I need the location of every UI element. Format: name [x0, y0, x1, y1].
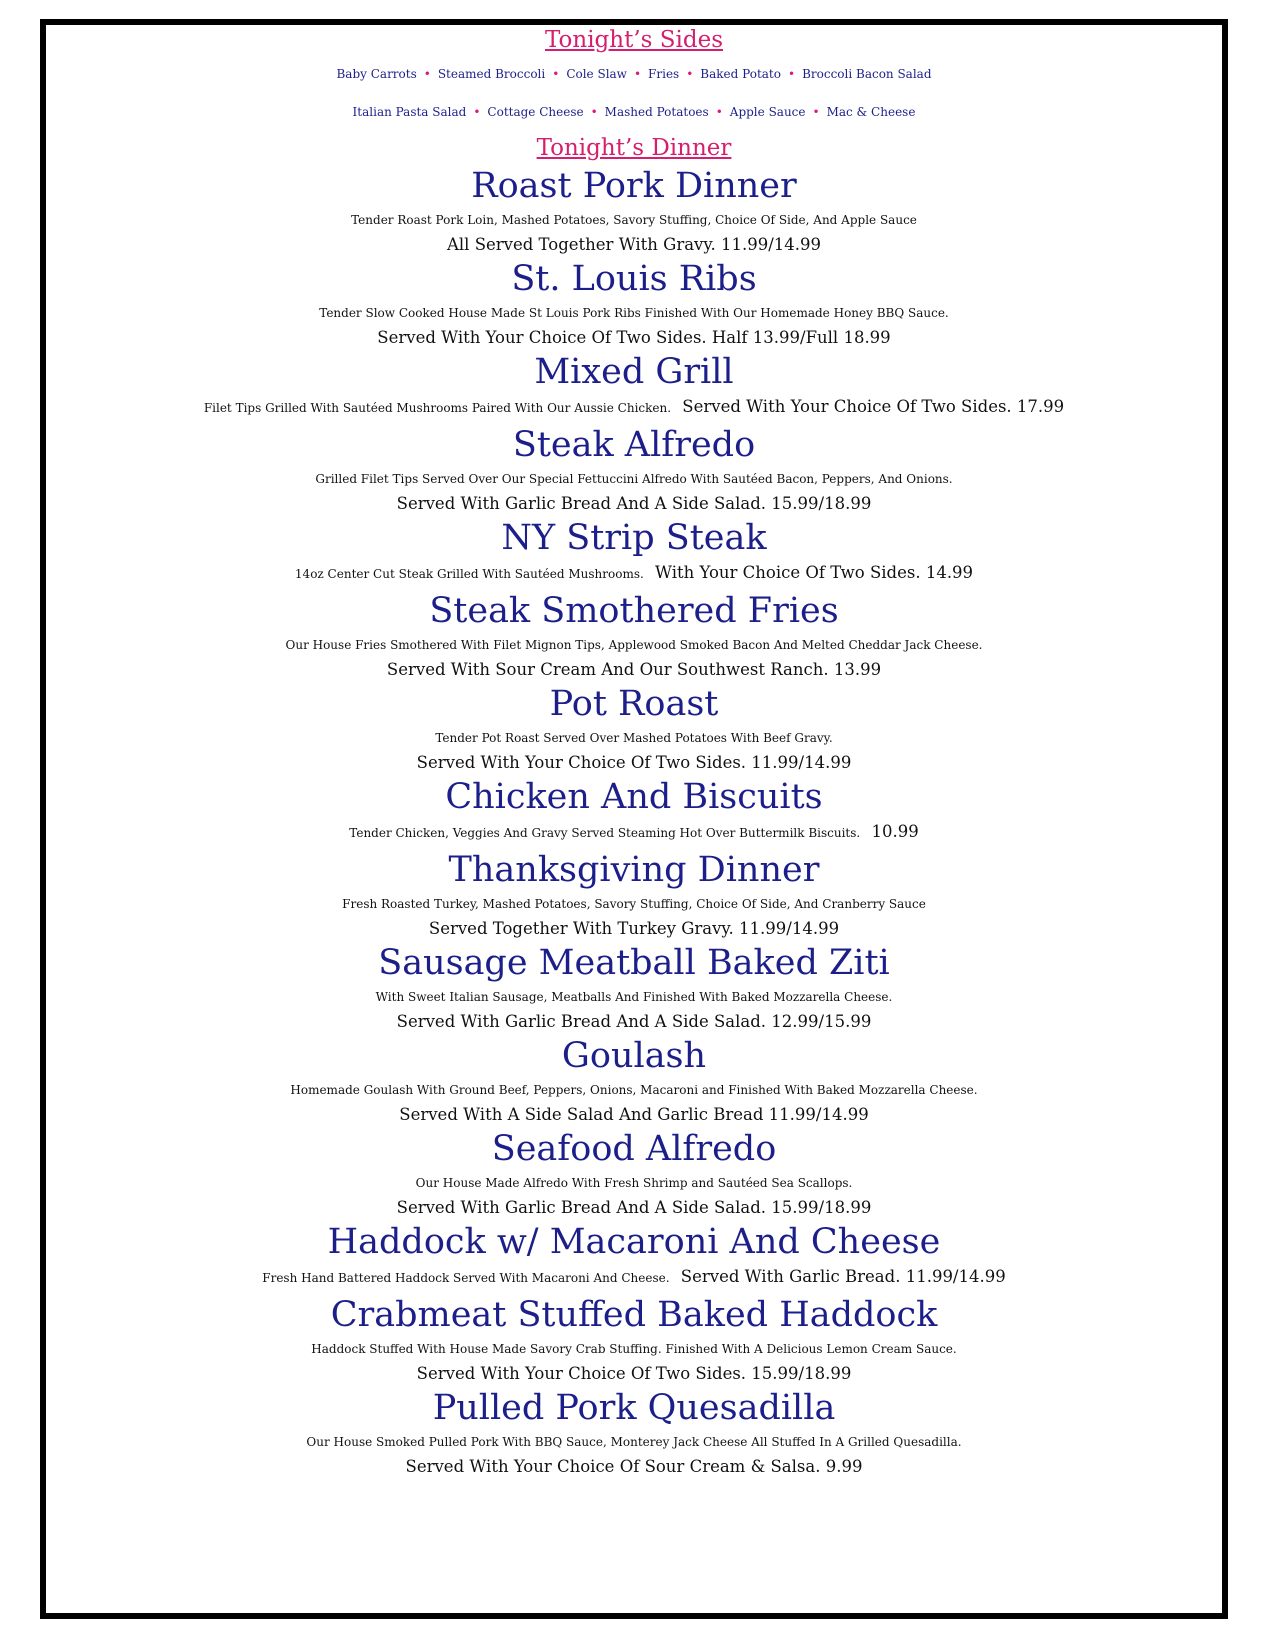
dish-name: Goulash [561, 1036, 707, 1076]
side-separator: • [715, 105, 723, 119]
side-separator: • [812, 105, 820, 119]
dish-description-text: 14oz Center Cut Steak Grilled With Sautéed Mushrooms. [294, 567, 644, 581]
dish-entry [46, 424, 1222, 515]
side-item: Mashed Potatoes [604, 105, 709, 119]
dish-name: Steak Smothered Fries [429, 591, 839, 631]
dish-description [46, 891, 1222, 918]
dish-serving-price: Served With Your Choice Of Two Sides. 15.99/18.99 [416, 1364, 852, 1383]
side-item: Mac & Cheese [826, 105, 916, 119]
dish-inline-note: With Your Choice Of Two Sides. 14.99 [649, 563, 974, 582]
dish-entry [46, 165, 1222, 256]
side-item: Cole Slaw [566, 67, 627, 81]
side-separator: • [552, 67, 560, 81]
dish-list [46, 165, 1222, 1478]
dish-inline-note: Served With Garlic Bread. 11.99/14.99 [675, 1267, 1006, 1286]
side-item: Apple Sauce [729, 105, 806, 119]
dish-description-text: Tender Chicken, Veggies And Gravy Served Steaming Hot Over Buttermilk Biscuits. [349, 826, 861, 840]
side-item: Broccoli Bacon Salad [802, 67, 932, 81]
dish-description [46, 1170, 1222, 1197]
dish-entry [46, 258, 1222, 349]
dish-description-text: Fresh Roasted Turkey, Mashed Potatoes, Savory Stuffing, Choice Of Side, And Cranberry Sauce [342, 897, 926, 911]
dish-serving-price: Served With Garlic Bread And A Side Salad. 15.99/18.99 [396, 494, 872, 513]
side-item: Baked Potato [700, 67, 781, 81]
dish-description [46, 559, 1222, 588]
dish-name: Sausage Meatball Baked Ziti [378, 943, 890, 983]
dish-description-text: Grilled Filet Tips Served Over Our Special Fettuccini Alfredo With Sautéed Bacon, Peppers, And Onions. [315, 472, 953, 486]
dish-entry [46, 517, 1222, 588]
dish-name: Steak Alfredo [512, 425, 756, 465]
dish-description [46, 984, 1222, 1011]
dish-name: Chicken And Biscuits [445, 777, 823, 817]
dish-description [46, 725, 1222, 752]
dish-serving-price: Served With Sour Cream And Our Southwest Ranch. 13.99 [386, 660, 882, 679]
sides-row-2 [46, 93, 1222, 131]
dish-description [46, 466, 1222, 493]
dish-description-text: Haddock Stuffed With House Made Savory Crab Stuffing. Finished With A Delicious Lemon Cream Sauce. [311, 1342, 957, 1356]
side-separator: • [633, 67, 642, 81]
dish-description-text: Tender Pot Roast Served Over Mashed Potatoes With Beef Gravy. [435, 731, 833, 745]
dish-name: Roast Pork Dinner [471, 166, 797, 206]
dish-serving-price: Served Together With Turkey Gravy. 11.99/14.99 [428, 919, 840, 938]
dish-description [46, 300, 1222, 327]
dish-description-text: With Sweet Italian Sausage, Meatballs And Finished With Baked Mozzarella Cheese. [375, 990, 893, 1004]
dish-serving-price: All Served Together With Gravy. 11.99/14.99 [446, 235, 822, 254]
dish-name: Pot Roast [549, 684, 719, 724]
dish-description-text: Our House Fries Smothered With Filet Mignon Tips, Applewood Smoked Bacon And Melted Cheddar Jack Cheese. [285, 638, 983, 652]
dish-description [46, 1336, 1222, 1363]
dish-entry [46, 849, 1222, 940]
menu-content [46, 25, 1222, 1478]
dish-description [46, 1077, 1222, 1104]
side-item: Fries [648, 67, 680, 81]
dish-name: Mixed Grill [534, 352, 734, 392]
dish-name: Thanksgiving Dinner [448, 850, 820, 890]
dish-serving-price: Served With A Side Salad And Garlic Bread 11.99/14.99 [399, 1105, 869, 1124]
dish-inline-note: Served With Your Choice Of Two Sides. 17.99 [677, 397, 1065, 416]
dish-entry [46, 1128, 1222, 1219]
dinner-heading: Tonight’s Dinner [536, 135, 732, 161]
dish-serving-price: Served With Your Choice Of Sour Cream & Salsa. 9.99 [405, 1457, 863, 1476]
side-item: Italian Pasta Salad [352, 105, 467, 119]
dish-entry [46, 351, 1222, 422]
dish-entry [46, 1035, 1222, 1126]
dish-name: Haddock w/ Macaroni And Cheese [327, 1222, 941, 1262]
dish-description [46, 393, 1222, 422]
dish-name: St. Louis Ribs [511, 259, 757, 299]
sides-heading: Tonight’s Sides [544, 27, 724, 53]
side-separator: • [423, 67, 431, 81]
sides-row-1 [46, 55, 1222, 93]
dish-inline-note: 10.99 [866, 822, 919, 841]
side-item: Baby Carrots [336, 67, 417, 81]
side-item: Steamed Broccoli [437, 67, 546, 81]
dish-name: Crabmeat Stuffed Baked Haddock [330, 1295, 938, 1335]
dish-entry [46, 590, 1222, 681]
side-item: Cottage Cheese [487, 105, 584, 119]
dish-entry [46, 942, 1222, 1033]
dish-name: Seafood Alfredo [491, 1129, 777, 1169]
dish-entry [46, 776, 1222, 847]
dish-description-text: Homemade Goulash With Ground Beef, Peppers, Onions, Macaroni and Finished With Baked Mozzarella Cheese. [290, 1083, 978, 1097]
dish-serving-price: Served With Your Choice Of Two Sides. 11.99/14.99 [416, 753, 852, 772]
dish-name: NY Strip Steak [501, 518, 767, 558]
dish-entry [46, 1387, 1222, 1478]
dish-description-text: Our House Made Alfredo With Fresh Shrimp and Sautéed Sea Scallops. [415, 1176, 853, 1190]
dish-description [46, 207, 1222, 234]
dish-name: Pulled Pork Quesadilla [432, 1388, 836, 1428]
dish-serving-price: Served With Your Choice Of Two Sides. Half 13.99/Full 18.99 [377, 328, 891, 347]
side-separator: • [590, 105, 598, 119]
side-separator: • [787, 67, 796, 81]
dish-entry [46, 683, 1222, 774]
dish-description-text: Tender Slow Cooked House Made St Louis Pork Ribs Finished With Our Homemade Honey BBQ Sauce. [319, 306, 949, 320]
dish-description-text: Fresh Hand Battered Haddock Served With Macaroni And Cheese. [262, 1271, 670, 1285]
dish-description [46, 818, 1222, 847]
dish-entry [46, 1294, 1222, 1385]
side-separator: • [473, 105, 481, 119]
dish-entry [46, 1221, 1222, 1292]
dish-description-text: Filet Tips Grilled With Sautéed Mushrooms Paired With Our Aussie Chicken. [203, 401, 672, 415]
dish-description [46, 1429, 1222, 1456]
dish-description-text: Our House Smoked Pulled Pork With BBQ Sauce, Monterey Jack Cheese All Stuffed In A Grilled Quesadilla. [306, 1435, 962, 1449]
dish-serving-price: Served With Garlic Bread And A Side Salad. 12.99/15.99 [396, 1012, 872, 1031]
dish-serving-price: Served With Garlic Bread And A Side Salad. 15.99/18.99 [396, 1198, 872, 1217]
dish-description [46, 1263, 1222, 1292]
side-separator: • [686, 67, 694, 81]
dish-description-text: Tender Roast Pork Loin, Mashed Potatoes, Savory Stuffing, Choice Of Side, And Apple Sauce [351, 213, 917, 227]
dish-description [46, 632, 1222, 659]
